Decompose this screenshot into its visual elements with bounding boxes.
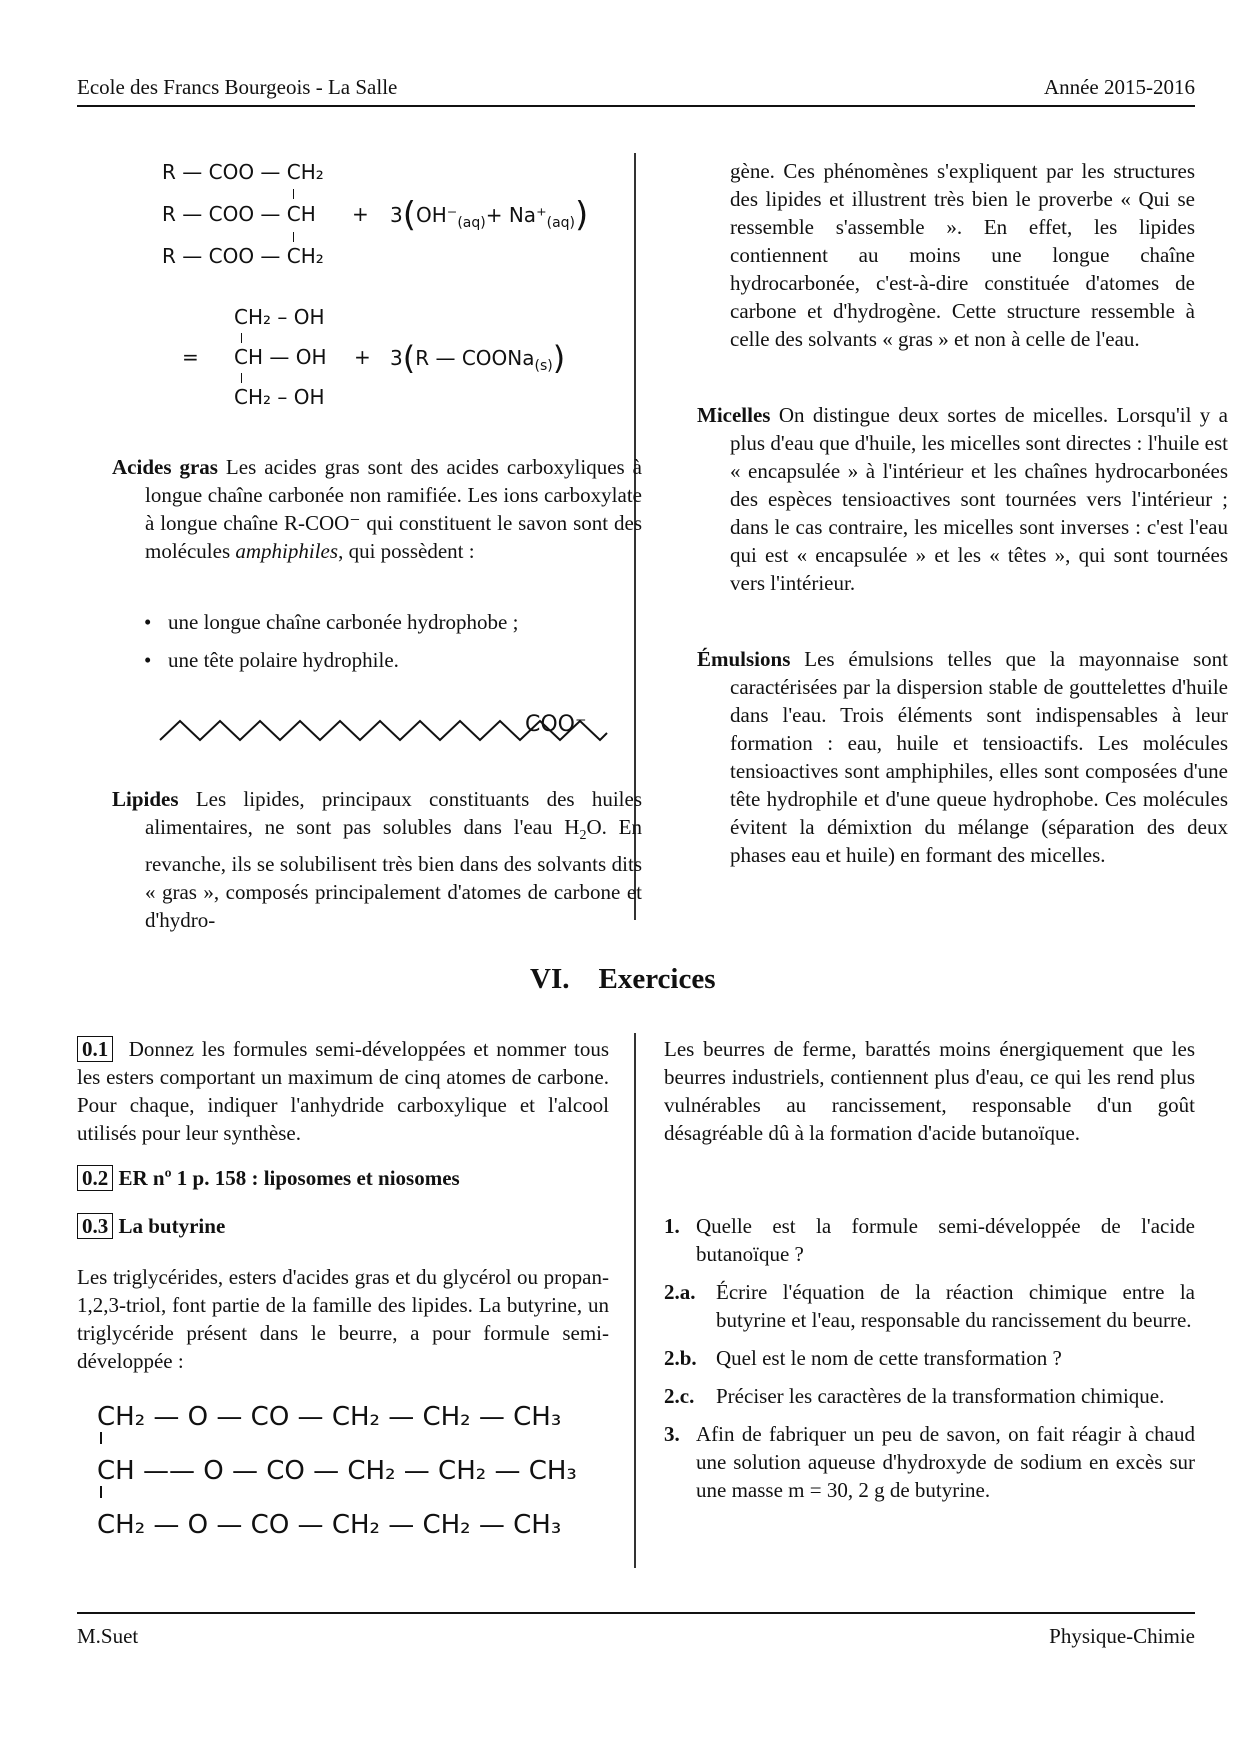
- list-item: • une tête polaire hydrophile.: [112, 646, 609, 674]
- soap-salt: 3(R — COONa$_{(s)}$): [390, 339, 566, 377]
- butyrine-formula: [97, 1390, 617, 1552]
- question-3: 3. Afin de fabriquer un peu de savon, on fait réagir à chaud une solution aqueuse d'hydroxyde de sodium en excès sur une masse m = 30, 2 g de butyrine.: [664, 1422, 1195, 1502]
- saponification-equation: [162, 155, 622, 415]
- acides-gras-paragraph: Acides gras Les acides gras sont des acides carboxyliques à longue chaîne carbonée non ramifiée. Les ions carboxylate à longue chaîne R-COO⁻ qui constituent le savon sont des molécules amphiphiles, qui possèdent :: [112, 455, 642, 563]
- glycerol-line-1: CH₂ – OH: [234, 305, 325, 329]
- question-2a: 2.a. Écrire l'équation de la réaction chimique entre la butyrine et l'eau, responsable du rancissement du beurre.: [664, 1280, 1195, 1332]
- emulsions-paragraph: Émulsions Les émulsions telles que la mayonnaise sont caractérisées par la dispersion stable de gouttelettes d'huile dans l'eau. Trois éléments sont indispensables à leur formation : eau, huile et tensioactifs. Les molécules tensioactives sont amphiphiles, elles sont composées d'une tête hydrophile et d'une queue hydrophobe. Ces molécules évitent la démixtion du mélange (séparation des deux phases eau et huile) en formant des micelles.: [697, 647, 1229, 867]
- exercise-number-box: 0.2: [77, 1165, 113, 1191]
- micelles-paragraph: Micelles On distingue deux sortes de micelles. Lorsqu'il y a plus d'eau que d'huile, les micelles sont directes : l'huile est « encapsulée » à l'intérieur et les chaînes hydrocarbonées des espèces tensioactives sont tournées vers l'intérieur ; dans le cas contraire, les micelles sont inverses : c'est l'eau qui est « encapsulée » et les « têtes », qui sont tournées vers l'intérieur.: [697, 403, 1228, 595]
- acides-gras-term: Acides gras: [112, 455, 218, 479]
- header-year: Année 2015-2016: [1043, 75, 1195, 99]
- glycerol-line-3: CH₂ – OH: [234, 385, 325, 409]
- ester-line-3: R — COO — CH₂: [162, 244, 324, 268]
- footer-subject: Physique-Chimie: [1049, 1624, 1195, 1648]
- exercise-number-box: 0.3: [77, 1213, 113, 1239]
- header-school: Ecole des Francs Bourgeois - La Salle: [77, 75, 398, 99]
- butyrine-row-2: CH —— O — CO — CH₂ — CH₂ — CH₃: [97, 1456, 577, 1486]
- hydroxide-sodium: $3(OH^-_{(aq)}+ Na^+_{(aq)})$: [390, 195, 589, 235]
- footer-author: M.Suet: [77, 1624, 139, 1648]
- micelles-term: Micelles: [697, 403, 771, 427]
- plus-sign-2: +: [354, 345, 371, 369]
- questions-list: [664, 1212, 1195, 1504]
- exercise-0-1: 0.1 Donnez les formules semi-développées et nommer tous les esters comportant un maximum de cinq atomes de carbone. Pour chaque, indiquer l'anhydride carboxylique et l'alcool utilisés pour leur synthèse.: [77, 1037, 609, 1145]
- butyrine-intro: Les triglycérides, esters d'acides gras et du glycérol ou propan-1,2,3-triol, font partie de la famille des lipides. La butyrine, un triglycéride présent dans le beurre, a pour formule semi-développée :: [77, 1265, 609, 1373]
- section-heading: VI. Exercices: [530, 963, 716, 995]
- molecule-properties-list: [112, 608, 609, 684]
- glycerol-line-2: CH — OH: [234, 345, 327, 369]
- exercise-0-3: 0.3 La butyrine: [77, 1212, 609, 1240]
- plus-sign-1: +: [352, 202, 369, 226]
- list-item: • une longue chaîne carbonée hydrophobe ;: [112, 608, 609, 636]
- footer-rule: [77, 1612, 1195, 1614]
- emulsions-term: Émulsions: [697, 647, 791, 671]
- exercise-number-box: 0.1: [77, 1036, 113, 1062]
- lipides-paragraph: Lipides Les lipides, principaux constituants des huiles alimentaires, ne sont pas solubles dans l'eau $H_2O$. En revanche, ils se solubilisent très bien dans des solvants dits « gras », composés principalement d'atomes de carbone et d'hydro-: [112, 787, 643, 933]
- ester-line-2: R — COO — CH: [162, 202, 316, 226]
- column-separator-bottom: [634, 1033, 636, 1568]
- beurres-paragraph: Les beurres de ferme, barattés moins énergiquement que les beurres industriels, contiennent plus d'eau, ce qui les rend plus vulnérables au rancissement, responsable d'un goût désagréable dû à la formation d'acide butanoïque.: [664, 1037, 1195, 1145]
- coo-label: COO⁻: [525, 712, 587, 737]
- ester-line-1: R — COO — CH₂: [162, 160, 324, 184]
- lipides-term: Lipides: [112, 787, 179, 811]
- header-rule: [77, 105, 1195, 107]
- question-2b: 2.b. Quel est le nom de cette transformation ?: [664, 1346, 1062, 1370]
- equals-sign: =: [182, 345, 199, 369]
- lipides-continuation: gène. Ces phénomènes s'expliquent par les structures des lipides et illustrent très bien le proverbe « Qui se ressemble s'assemble ». En effet, les lipides contiennent au moins une longue chaîne hydrocarbonée, c'est-à-dire constituée d'atomes de carbone et d'hydrogène. Cette structure ressemble à celle des solvants « gras » et non à celle de l'eau.: [730, 159, 1195, 351]
- question-2c: 2.c. Préciser les caractères de la transformation chimique.: [664, 1384, 1165, 1408]
- amphiphiles-word: amphiphiles: [235, 539, 339, 563]
- butyrine-row-3: CH₂ — O — CO — CH₂ — CH₂ — CH₃: [97, 1510, 562, 1540]
- butyrine-row-1: CH₂ — O — CO — CH₂ — CH₂ — CH₃: [97, 1402, 562, 1432]
- question-1: 1. Quelle est la formule semi-développée de l'acide butanoïque ?: [664, 1214, 1195, 1266]
- exercise-0-2: 0.2 ER nº 1 p. 158 : liposomes et niosomes: [77, 1164, 609, 1192]
